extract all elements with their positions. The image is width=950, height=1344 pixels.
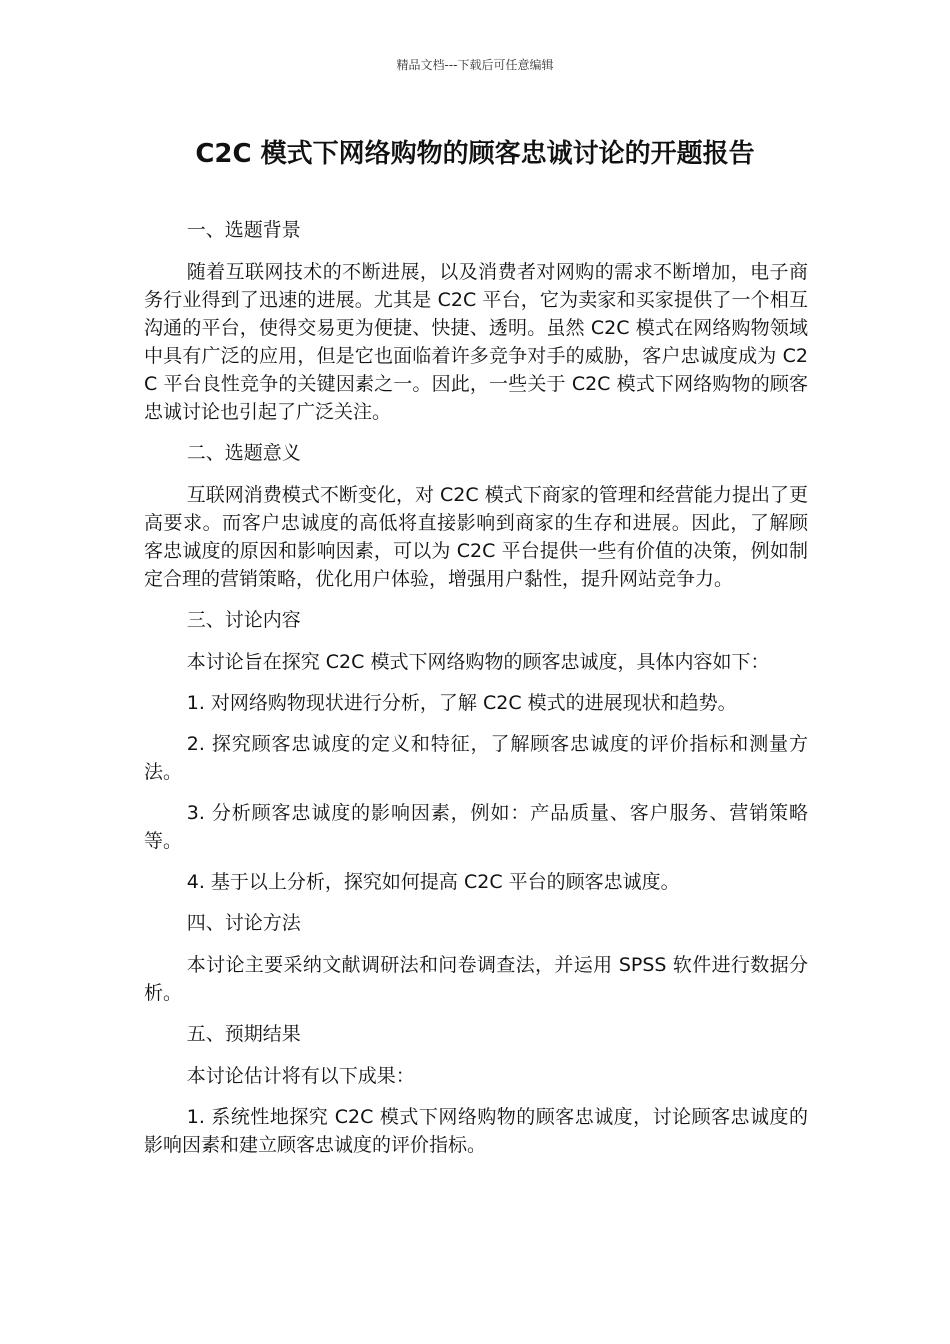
section-heading-method: 四、讨论方法 [186, 912, 301, 934]
section-heading-background: 一、选题背景 [186, 219, 301, 241]
paragraph-significance: 互联网消费模式不断变化，对 C2C 模式下商家的管理和经营能力提出了更高要求。而客户忠诚度的高低将直接影响到商家的生存和进展。因此，了解顾客忠诚度的原因和影响因素，可以为 C2C 平台提供一些有价值的决策，例如制定合理的营销策略，优化用户体验，增强用户黏性，提升网站竞争力。 [144, 484, 808, 590]
document-body [144, 216, 808, 1172]
section-heading-results: 五、预期结果 [186, 1023, 301, 1045]
document-title: C2C 模式下网络购物的顾客忠诚讨论的开题报告 [195, 139, 755, 169]
list-item-content-4: 4. 基于以上分析，探究如何提高 C2C 平台的顾客忠诚度。 [186, 871, 680, 893]
paragraph-results-intro: 本讨论估计将有以下成果： [186, 1065, 415, 1087]
list-item-results-1: 1. 系统性地探究 C2C 模式下网络购物的顾客忠诚度，讨论顾客忠诚度的影响因素和建立顾客忠诚度的评价指标。 [144, 1106, 808, 1156]
section-heading-content: 三、讨论内容 [186, 609, 301, 631]
paragraph-background: 随着互联网技术的不断进展，以及消费者对网购的需求不断增加，电子商务行业得到了迅速的进展。尤其是 C2C 平台，它为卖家和买家提供了一个相互沟通的平台，使得交易更为便捷、快捷、透明。虽然 C2C 模式在网络购物领域中具有广泛的应用，但是它也面临着许多竞争对手的威胁，客户忠诚度成为 C2C 平台良性竞争的关键因素之一。因此，一些关于 C2C 模式下网络购物的顾客忠诚讨论也引起了广泛关注。 [144, 261, 808, 423]
section-heading-significance: 二、选题意义 [186, 442, 301, 464]
list-item-content-3: 3. 分析顾客忠诚度的影响因素，例如：产品质量、客户服务、营销策略等。 [144, 802, 808, 852]
header-note: 精品文档---下载后可任意编辑 [396, 58, 554, 72]
list-item-content-2: 2. 探究顾客忠诚度的定义和特征，了解顾客忠诚度的评价指标和测量方法。 [144, 733, 808, 783]
paragraph-content-intro: 本讨论旨在探究 C2C 模式下网络购物的顾客忠诚度，具体内容如下： [186, 651, 770, 673]
list-item-content-1: 1. 对网络购物现状进行分析，了解 C2C 模式的进展现状和趋势。 [186, 692, 737, 714]
paragraph-method: 本讨论主要采纳文献调研法和问卷调查法，并运用 SPSS 软件进行数据分析。 [144, 954, 808, 1004]
